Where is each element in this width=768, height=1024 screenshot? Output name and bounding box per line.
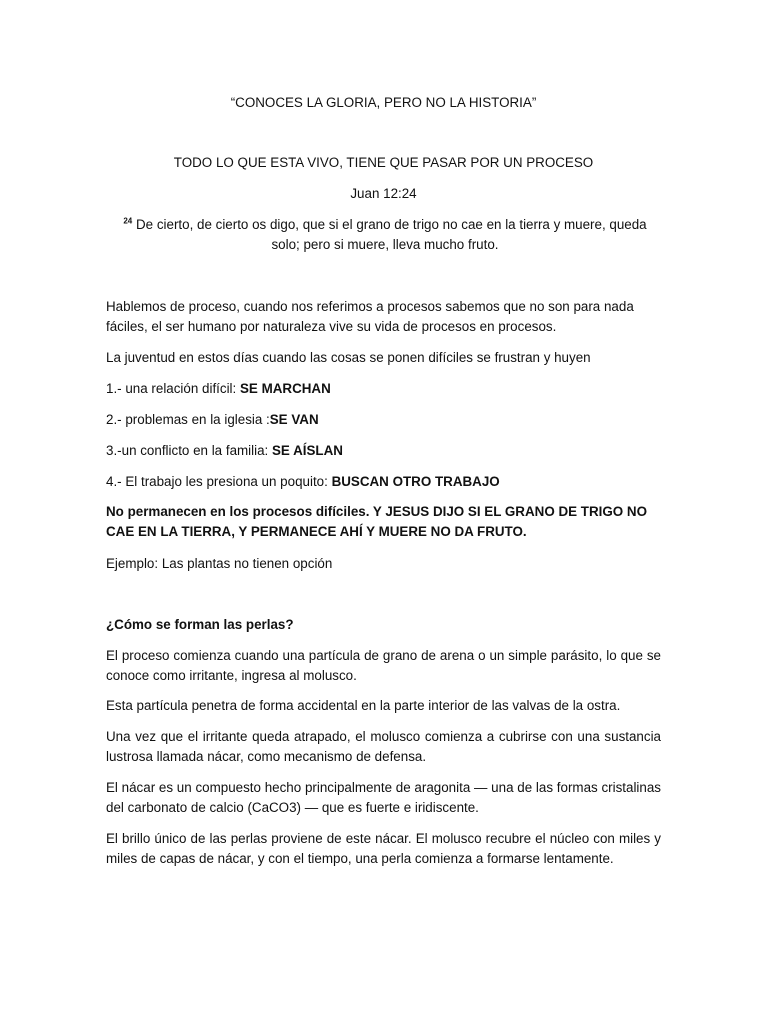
verse-number: 24 <box>123 216 133 226</box>
pearls-paragraph: El proceso comienza cuando una partícula de grano de arena o un simple parásito, lo que se conoce como irritante, ingresa al molusco. <box>106 648 661 683</box>
document-subtitle: TODO LO QUE ESTA VIVO, TIENE QUE PASAR POR UN PROCESO <box>173 155 594 170</box>
pearls-paragraph: El nácar es un compuesto hecho principalmente de aragonita — una de las formas cristalinas del carbonato de calcio (CaCO3) — que es fuerte e iridiscente. <box>106 780 661 815</box>
youth-paragraph: La juventud en estos días cuando las cosas se ponen difíciles se frustran y huyen <box>106 350 591 365</box>
pearls-paragraph: Esta partícula penetra de forma accidental en la parte interior de las valvas de la ostra. <box>106 698 621 713</box>
intro-paragraph: Hablemos de proceso, cuando nos referimos a procesos sabemos que no son para nada fáciles, el ser humano por naturaleza vive su vida de procesos en procesos. <box>106 299 634 334</box>
example-paragraph: Ejemplo: Las plantas no tienen opción <box>106 556 333 571</box>
list-item: 4.- El trabajo les presiona un poquito: BUSCAN OTRO TRABAJO <box>106 474 500 489</box>
verse-reference: Juan 12:24 <box>350 186 417 201</box>
conclusion-paragraph: No permanecen en los procesos difíciles. Y JESUS DIJO SI EL GRANO DE TRIGO NO CAE EN LA TIERRA, Y PERMANECE AHÍ Y MUERE NO DA FRUTO. <box>106 504 647 539</box>
verse-body: De cierto, de cierto os digo, que si el grano de trigo no cae en la tierra y muere, queda solo; pero si muere, lleva mucho fruto. <box>136 217 647 252</box>
list-item: 1.- una relación difícil: SE MARCHAN <box>106 381 331 396</box>
list-item: 3.-un conflicto en la familia: SE AÍSLAN <box>106 443 343 458</box>
verse-text <box>110 215 660 255</box>
pearls-paragraph: Una vez que el irritante queda atrapado, el molusco comienza a cubrirse con una sustancia lustrosa llamada nácar, como mecanismo de defensa. <box>106 729 661 764</box>
pearls-heading: ¿Cómo se forman las perlas? <box>106 617 294 632</box>
document-title: “CONOCES LA GLORIA, PERO NO LA HISTORIA” <box>230 95 537 110</box>
pearls-paragraph: El brillo único de las perlas proviene de este nácar. El molusco recubre el núcleo con miles y miles de capas de nácar, y con el tiempo, una perla comienza a formarse lentamente. <box>106 831 661 866</box>
list-item: 2.- problemas en la iglesia :SE VAN <box>106 412 319 427</box>
